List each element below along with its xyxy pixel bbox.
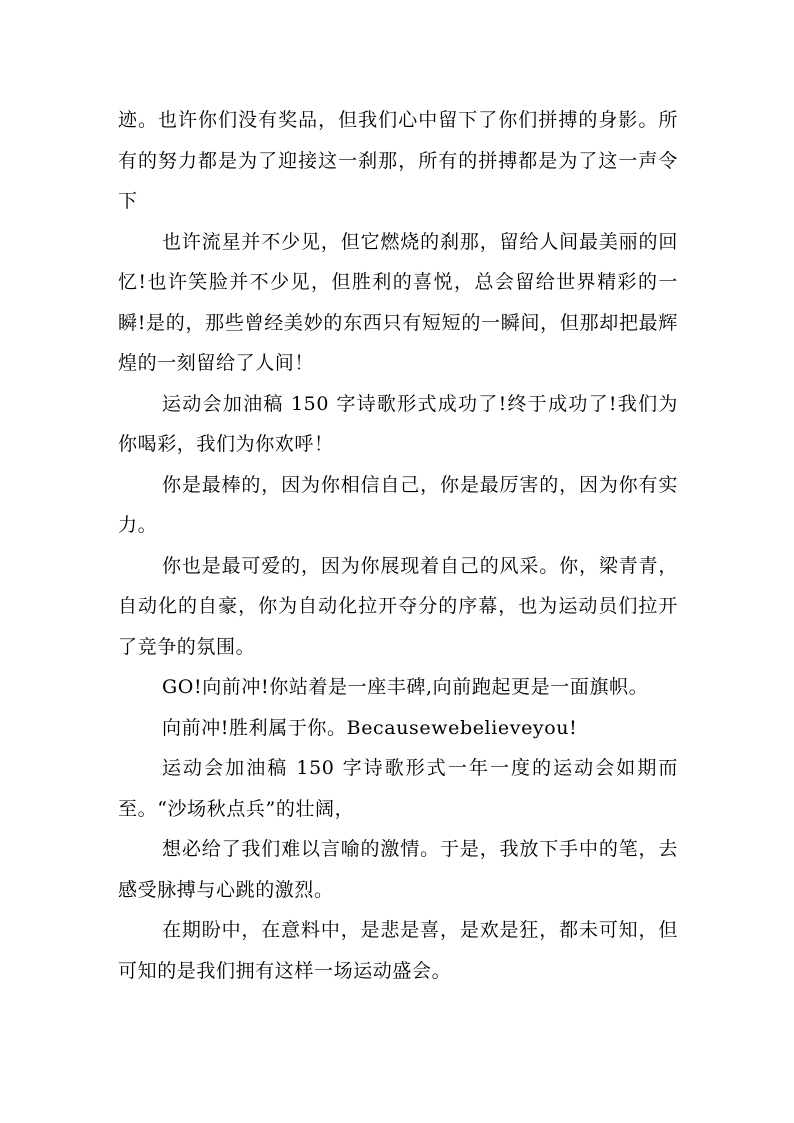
paragraph-6: GO!向前冲!你站着是一座丰碑,向前跑起更是一面旗帜。 — [162, 676, 649, 698]
paragraph-3: 运动会加油稿 150 字诗歌形式成功了!终于成功了!我们为你喝彩，我们为你欢呼！ — [118, 392, 678, 455]
paragraph-1: 迹。也许你们没有奖品，但我们心中留下了你们拼搏的身影。所有的努力都是为了迎接这一刹那，所有的拼搏都是为了这一声令下 — [118, 109, 678, 212]
paragraph-9: 想必给了我们难以言喻的激情。于是，我放下手中的笔，去感受脉搏与心跳的激烈。 — [118, 838, 678, 901]
paragraph-2: 也许流星并不少见，但它燃烧的刹那，留给人间最美丽的回忆!也许笑脸并不少见，但胜利的喜悦，总会留给世界精彩的一瞬!是的，那些曾经美妙的东西只有短短的一瞬间，但那却把最辉煌的一刻留给了人间！ — [118, 230, 678, 374]
document-body — [118, 100, 678, 991]
paragraph-8: 运动会加油稿 150 字诗歌形式一年一度的运动会如期而至。“沙场秋点兵”的壮阔， — [118, 757, 678, 820]
paragraph-10: 在期盼中，在意料中，是悲是喜，是欢是狂，都未可知，但可知的是我们拥有这样一场运动盛会。 — [118, 919, 678, 982]
paragraph-7: 向前冲!胜利属于你。Becausewebelieveyou! — [162, 716, 578, 739]
paragraph-5: 你也是最可爱的，因为你展现着自己的风采。你，梁青青，自动化的自豪，你为自动化拉开夺分的序幕，也为运动员们拉开了竞争的氛围。 — [118, 554, 678, 658]
paragraph-4: 你是最棒的，因为你相信自己，你是最厉害的，因为你有实力。 — [118, 473, 678, 536]
